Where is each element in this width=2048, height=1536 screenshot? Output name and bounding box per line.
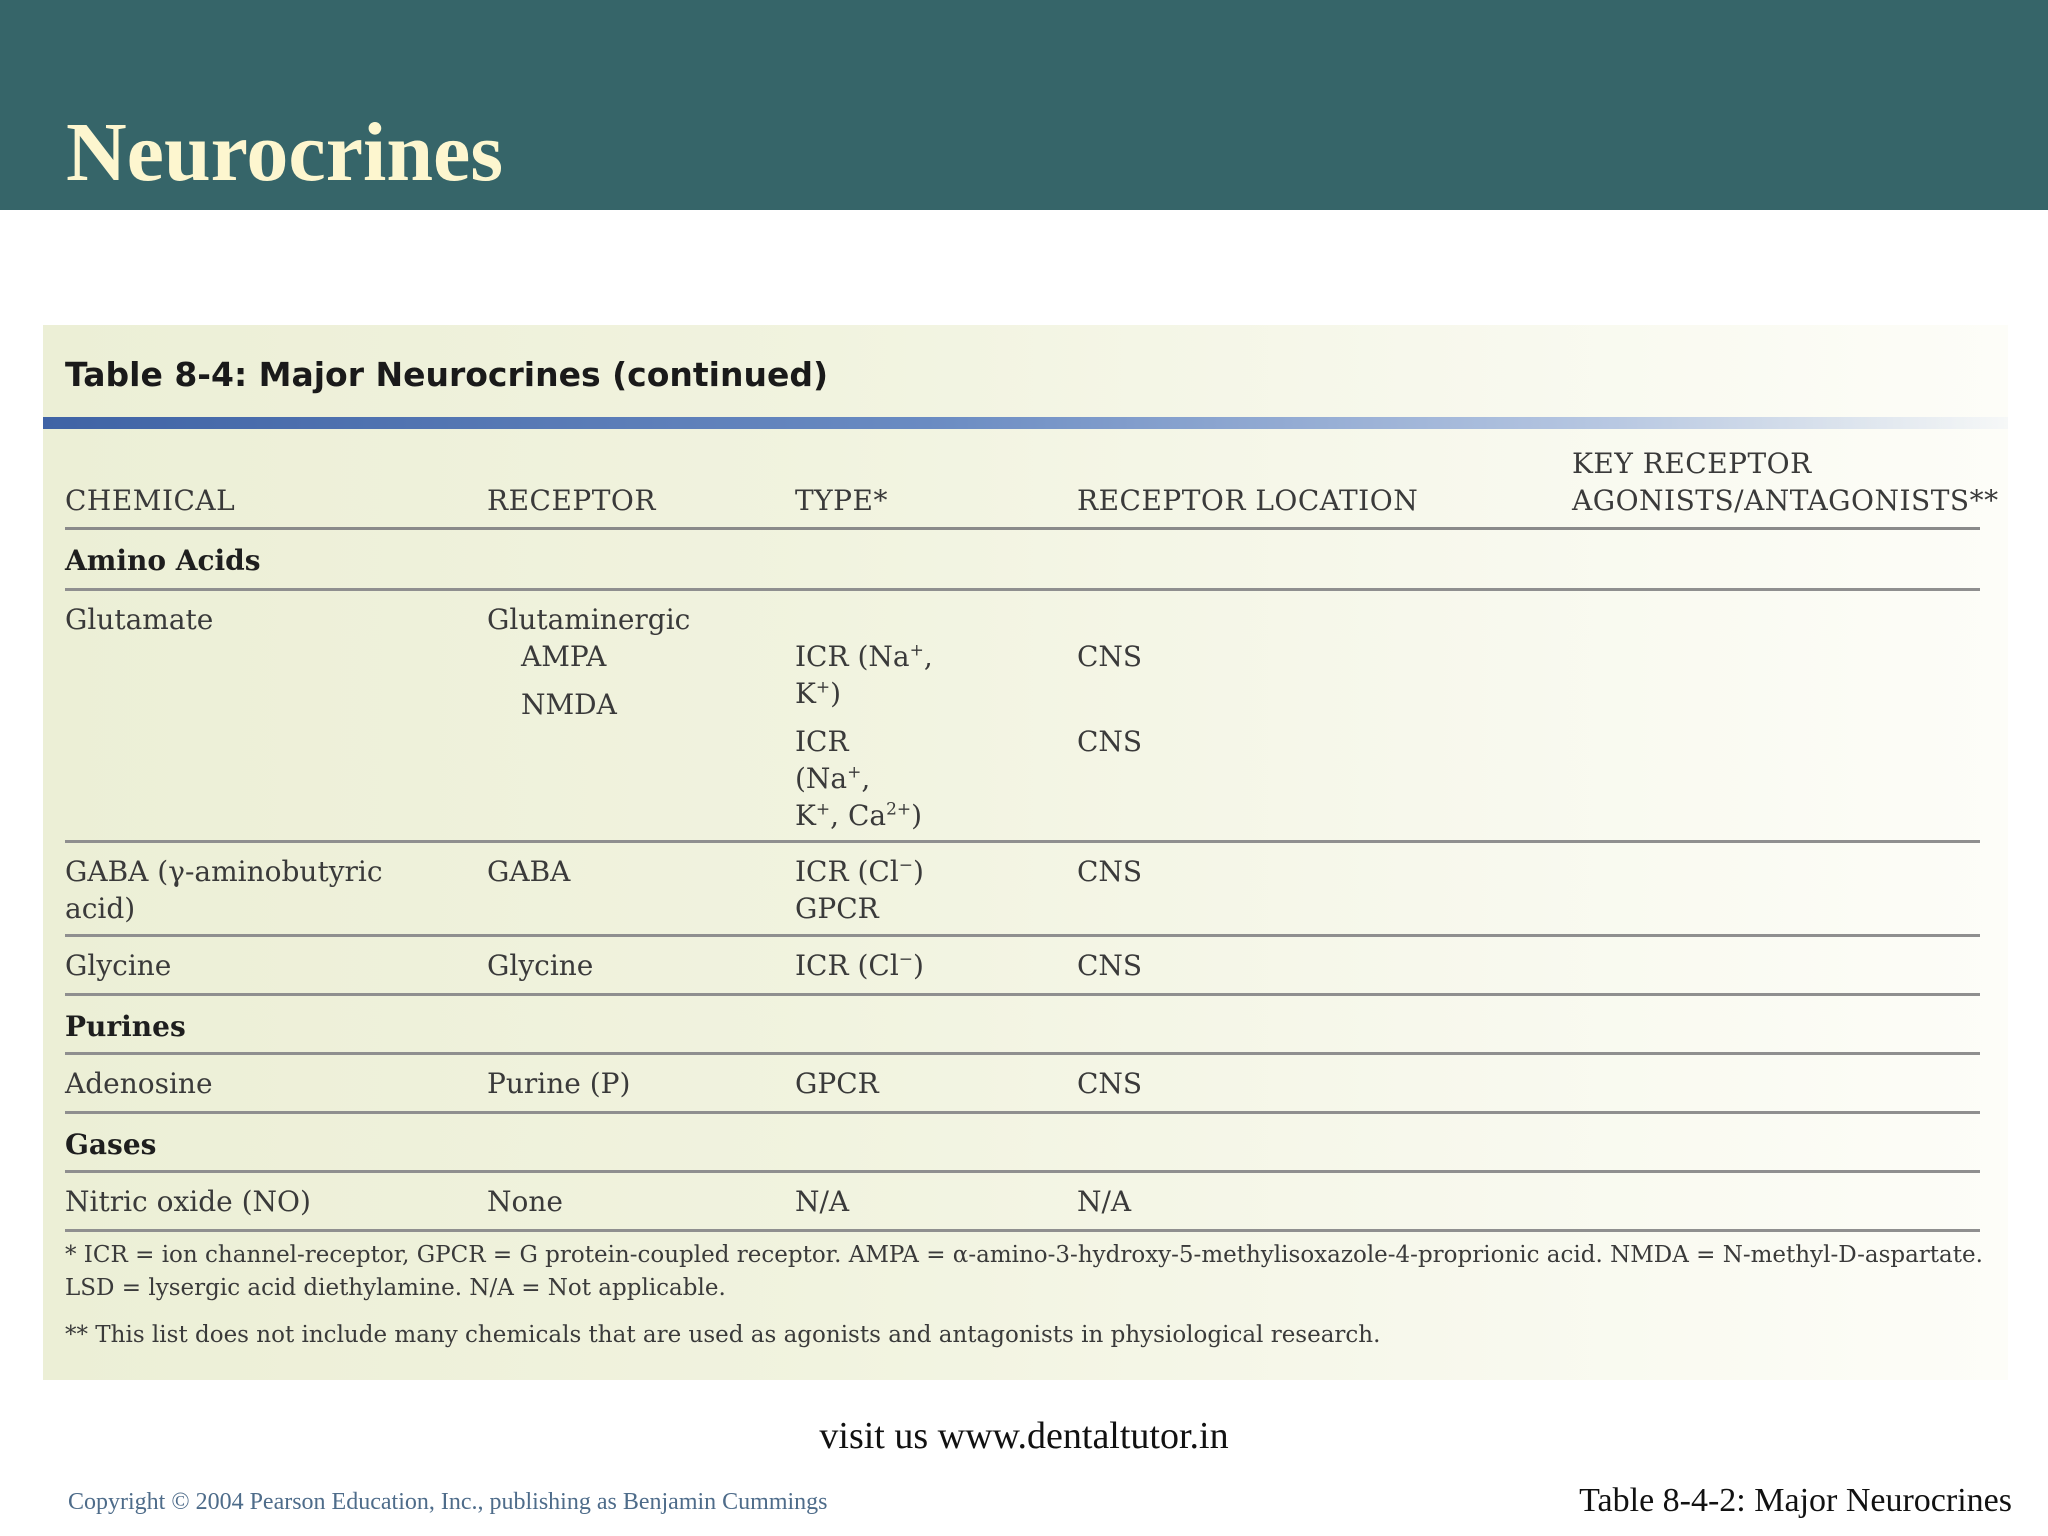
header-agonists-line1: KEY RECEPTOR	[1572, 447, 1812, 480]
type-text: ,	[861, 762, 871, 795]
header-agonists	[1572, 445, 1999, 519]
neurocrines-table	[65, 443, 1999, 1232]
receptor-glutaminergic: Glutaminergic	[487, 603, 691, 636]
cell-chemical	[65, 853, 383, 927]
cell-location-nmda: CNS	[1077, 725, 1143, 758]
type-text: )	[913, 855, 924, 888]
group-row-gases	[65, 1114, 1980, 1173]
header-chemical: CHEMICAL	[65, 484, 236, 517]
type-text: )	[913, 949, 924, 982]
receptor-nmda: NMDA	[521, 688, 617, 721]
website-link[interactable]: visit us www.dentaltutor.in	[819, 1415, 1229, 1457]
cell-type	[795, 947, 924, 984]
cell-receptor: None	[487, 1185, 563, 1218]
cell-receptor: GABA	[487, 855, 571, 888]
type-text: , Ca	[830, 799, 887, 832]
type-text: ICR	[795, 725, 849, 758]
cell-receptor: Glycine	[487, 949, 594, 982]
superscript: +	[815, 799, 831, 820]
table-row-glycine	[65, 937, 1980, 996]
footnote-agonists: ** This list does not include many chemicals that are used as agonists and antagonists in physiological research.	[65, 1322, 1381, 1348]
cell-type-ampa	[795, 638, 933, 712]
type-text: )	[830, 677, 842, 710]
cell-type: GPCR	[795, 1067, 879, 1100]
cell-type-nmda	[795, 723, 922, 834]
cell-chemical: Nitric oxide (NO)	[65, 1185, 311, 1218]
group-label: Gases	[65, 1128, 157, 1161]
superscript: −	[898, 855, 914, 876]
table-header-row	[65, 443, 1999, 530]
cell-location: N/A	[1077, 1185, 1132, 1218]
cell-receptor: Purine (P)	[487, 1067, 631, 1100]
slide-title: Neurocrines	[66, 106, 504, 199]
caption-divider	[43, 417, 2008, 429]
superscript: −	[898, 949, 914, 970]
cell-chemical: Glycine	[65, 949, 172, 982]
cell-location: CNS	[1077, 855, 1143, 888]
table-panel	[43, 325, 2008, 1380]
group-row-amino-acids	[65, 530, 1980, 591]
group-row-purines	[65, 996, 1980, 1055]
table-row-adenosine	[65, 1055, 1980, 1114]
superscript: 2+	[886, 799, 912, 820]
group-label: Purines	[65, 1010, 186, 1043]
superscript: +	[847, 762, 862, 783]
type-text: GPCR	[795, 892, 879, 925]
slide-label: Table 8-4-2: Major Neurocrines	[1579, 1482, 2012, 1519]
table-row-nitric-oxide	[65, 1173, 1980, 1232]
type-text: ICR (Cl	[795, 949, 899, 982]
type-text: (Na	[795, 762, 848, 795]
cell-chemical: Adenosine	[65, 1067, 213, 1100]
type-text: ICR (Na	[795, 640, 910, 673]
receptor-ampa: AMPA	[521, 640, 607, 673]
type-text: K	[795, 677, 816, 710]
cell-location: CNS	[1077, 949, 1143, 982]
type-text: K	[795, 799, 816, 832]
cell-location: CNS	[1077, 1067, 1143, 1100]
type-text: ,	[923, 640, 933, 673]
cell-type: N/A	[795, 1185, 850, 1218]
table-row-gaba	[65, 843, 1980, 937]
cell-location-ampa: CNS	[1077, 640, 1143, 673]
copyright-notice: Copyright © 2004 Pearson Education, Inc., publishing as Benjamin Cummings	[68, 1489, 828, 1515]
cell-receptor	[487, 601, 690, 723]
cell-type	[795, 853, 924, 927]
footnote-abbreviations: * ICR = ion channel-receptor, GPCR = G protein-coupled receptor. AMPA = α-amino-3-hydroxy-5-methylisoxazole-4-proprionic acid. NMDA = N-methyl-D-aspartate. LSD = lysergic acid diethylamine. N/A = Not applicable.	[65, 1242, 1983, 1301]
superscript: +	[815, 677, 831, 698]
table-caption: Table 8-4: Major Neurocrines (continued)	[65, 355, 829, 394]
chemical-line: GABA (γ-aminobutyric	[65, 855, 383, 888]
header-agonists-line2: AGONISTS/ANTAGONISTS**	[1572, 484, 1999, 517]
header-receptor-location: RECEPTOR LOCATION	[1077, 484, 1419, 517]
cell-chemical: Glutamate	[65, 603, 214, 636]
table-row-glutamate	[65, 591, 1980, 843]
type-text: )	[911, 799, 923, 832]
chemical-line: acid)	[65, 892, 136, 925]
header-receptor: RECEPTOR	[487, 484, 656, 517]
group-label: Amino Acids	[65, 544, 261, 577]
superscript: +	[909, 640, 924, 661]
type-text: ICR (Cl	[795, 855, 899, 888]
header-type: TYPE*	[795, 484, 888, 517]
